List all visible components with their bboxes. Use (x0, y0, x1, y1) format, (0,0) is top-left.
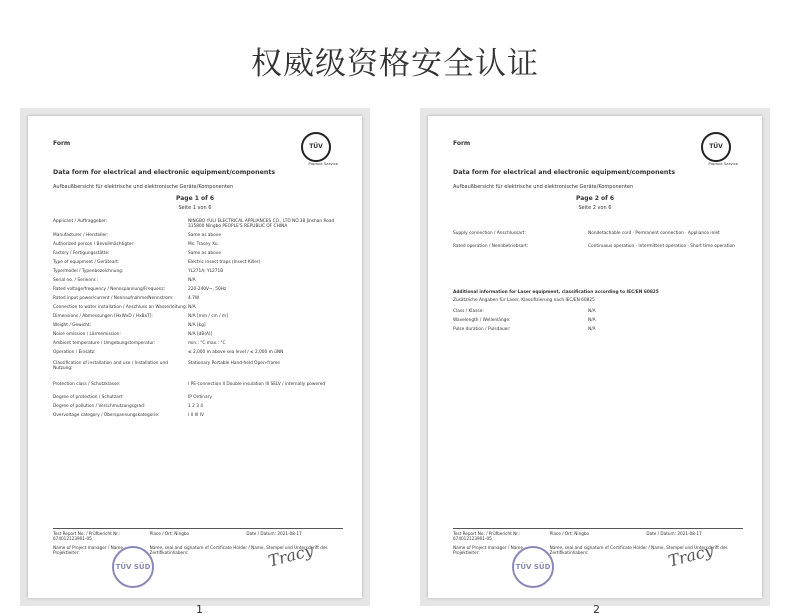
row-key: Supply connection / Anschlussart: (453, 231, 526, 236)
row (53, 278, 343, 283)
row-key: Rated input power/current / Nennaufnahme/Nennstrom: (53, 295, 174, 301)
page-title: 权威级资格安全认证 (251, 46, 539, 82)
row-value: N/A (188, 278, 196, 284)
laser-heading: Additional information for Laser equipment, classification according to IEC/EN 60825 (453, 289, 659, 295)
row-key: Dimensions / Abmessungen [HxWxD / HxBxT]: (53, 313, 153, 319)
form-heading-de: Aufbaußbersicht für elektrische und elektronische Geräte/Komponenten (453, 184, 634, 190)
row-value: Same as above (188, 233, 221, 239)
row-key: Connection to water installation / Anschluss an Wasserleitung: (53, 304, 188, 310)
report-number: Test Report No. / Prüfbericht Nr.: 674012123901-05 (453, 531, 521, 542)
row-value: I PE-connection II Double insulation III SELV / internally powered (188, 381, 326, 387)
row-key: Serial no. / Seriennr.: (53, 278, 98, 284)
date: Date / Datum: 2021-08-17 (246, 531, 302, 536)
row-value: N/A [mm / cm / m] (188, 313, 228, 319)
row (53, 332, 343, 337)
row-value: ≤ 2,000 m above sea level / ≤ 2,000 m üNN (188, 349, 284, 355)
form-heading-de: Aufbaußbersicht für elektrische und elektronische Geräte/Komponenten (53, 184, 234, 190)
row (53, 350, 343, 355)
row (53, 323, 343, 328)
row-value: N/A (588, 318, 596, 324)
row-key: Class / Klasse: (453, 309, 484, 315)
certificate-image-1 (20, 108, 370, 606)
row-key: Rated operation / Nennbetriebsart: (453, 244, 529, 250)
row-value: Ms. Tracey Xu (188, 242, 218, 248)
page-number-de: Seite 1 von 6 (178, 205, 212, 211)
row (53, 269, 343, 274)
row-key: Noise emission / Lärmemission: (53, 331, 121, 337)
logo-subtitle: Product Service (708, 161, 738, 166)
handwritten-signature: Tracy (266, 540, 316, 571)
row-value: Same as above (188, 251, 221, 257)
row-value: N/A [dB(A)] (188, 331, 213, 337)
row-key: Manufacturer / Hersteller: (53, 233, 109, 239)
data-rows (453, 231, 743, 336)
row (53, 361, 343, 372)
tuv-stamp-icon: TÜV SÜD (512, 546, 554, 588)
row-key: Classification of installation and use / Installation und Nutzung: (53, 361, 168, 372)
row (453, 231, 743, 236)
row (453, 327, 743, 332)
row (53, 413, 343, 418)
place: Place / Ort: Ningbo (149, 531, 190, 536)
row-value: Electric insect traps (Insect Killer) (188, 260, 261, 266)
row-value: N/A (588, 309, 596, 315)
row-key: Rated voltage/frequency / Nennspannung/Frequenz: (53, 287, 166, 293)
row-key: Factory / Fertigungsstätte: (53, 251, 110, 257)
certificate-image-2 (420, 108, 770, 606)
row (53, 219, 343, 230)
caption-2: 2 (593, 603, 600, 616)
row-key: Type/model / Typenbezeichnung: (53, 269, 124, 275)
row (453, 309, 743, 314)
project-manager-label: Name of Project manager / Name Projektleiter: (453, 544, 523, 555)
row (53, 305, 343, 310)
row (53, 314, 343, 319)
page-number-de: Seite 2 von 6 (578, 205, 612, 211)
row (53, 233, 343, 238)
row-key: Degree of pollution / Verschmutzungsgrad: (53, 404, 146, 410)
form-label: Form (453, 140, 471, 147)
row-key: Weight / Gewicht: (53, 322, 92, 328)
row-key: Type of equipment / Geräteart: (53, 260, 120, 266)
certificate-sheet (428, 116, 762, 598)
row-value: N/A [kg] (188, 322, 206, 328)
row-value: I II III IV (188, 413, 204, 419)
date: Date / Datum: 2021-08-17 (646, 531, 702, 536)
row (453, 318, 743, 323)
row-key: Wavelength / Wellenlänge: (453, 318, 511, 324)
row (53, 395, 343, 400)
caption-1: 1 (196, 603, 203, 616)
certificate-holder-label: Name, seal and signature of Certificate Holder / Name, Stempel und Unterschrift des Zertifikatinhabers: (549, 544, 728, 555)
row (453, 244, 743, 249)
row (53, 404, 343, 409)
place: Place / Ort: Ningbo (549, 531, 590, 536)
logo-subtitle: Product Service (308, 161, 338, 166)
row-value: IP Ordinary (188, 395, 212, 401)
row-value: N/A (188, 304, 196, 310)
laser-subheading: Zusätzliche Angaben für Laser, Klassifizierung nach IEC/EN 60825 (453, 298, 595, 304)
certificate-sheet (28, 116, 362, 598)
tuv-logo-icon: TÜV (301, 132, 331, 162)
row (53, 251, 343, 256)
row-value: Continuous operation · Intermittent operation · Short time operation (588, 244, 735, 250)
row-value: 4.7W (188, 295, 200, 301)
row-key: Protection class / Schutzklasse: (53, 381, 121, 387)
certificate-holder-label: Name, seal and signature of Certificate Holder / Name, Stempel und Unterschrift des Zertifikatinhabers: (149, 544, 328, 555)
project-manager-label: Name of Project manager / Name Projektleiter: (53, 544, 123, 555)
tuv-logo-icon: TÜV (701, 132, 731, 162)
row-key: Ambient temperature / Umgebungstemperatur: (53, 340, 156, 346)
data-rows (53, 219, 343, 422)
row-value: 220-240V~, 50Hz (188, 287, 227, 293)
row-value: min.: °C max.: °C (188, 340, 226, 346)
row-value: NINGBO YULI ELECTRICAL APPLIANCES CO., LTD NO.38 Jinshan Road 315800 Ningbo PEOPLE'S REPUBLIC OF CHINA (188, 219, 335, 230)
row-key: Authorized person / Bevollmächtigter: (53, 242, 135, 248)
row-key: Degree of protection / Schutzart: (53, 395, 124, 401)
row (53, 382, 343, 387)
tuv-stamp-icon: TÜV SÜD (112, 546, 154, 588)
handwritten-signature: Tracy (666, 540, 716, 571)
form-heading: Data form for electrical and electronic equipment/components (53, 169, 276, 176)
row-key: Applicant / Auftraggeber: (53, 219, 108, 224)
row (53, 296, 343, 301)
row-value: N/A (588, 327, 596, 333)
row-key: Operation / Einsatz: (53, 349, 96, 355)
row-key: Overvoltage category / Überspannungskategorie: (53, 413, 160, 419)
row-value: Stationary Portable Hand-held Open-frame (188, 361, 280, 367)
row-key: Pulse duration / Pulsdauer: (453, 327, 511, 333)
row (53, 341, 343, 346)
row (53, 242, 343, 247)
page-number: Page 2 of 6 (576, 195, 614, 202)
form-heading: Data form for electrical and electronic equipment/components (453, 169, 676, 176)
form-label: Form (53, 140, 71, 147)
row-value: 1 2 3 4 (188, 404, 204, 410)
page-number: Page 1 of 6 (176, 195, 214, 202)
row (53, 287, 343, 292)
row-value: Nondetachable cord · Permanent connection · Appliance inlet (588, 231, 720, 236)
report-number: Test Report No. / Prüfbericht Nr.: 674012123901-05 (53, 531, 121, 542)
row-value: YL271A; YL271B (188, 269, 224, 275)
row (53, 260, 343, 265)
